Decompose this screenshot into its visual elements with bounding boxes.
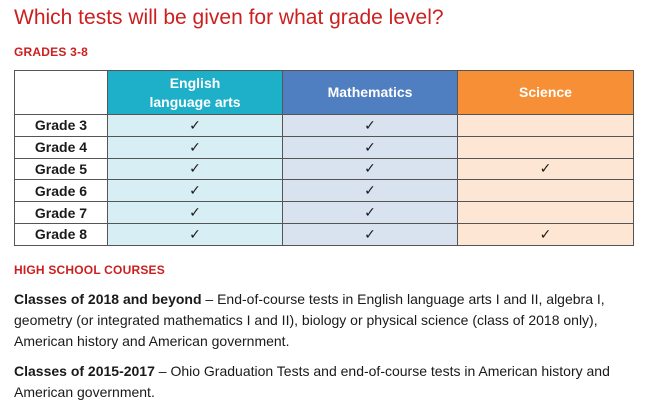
grade-label-cell: Grade 5 (15, 158, 108, 180)
table-row (15, 115, 634, 137)
column-header-label: English language arts (149, 74, 241, 110)
ela-cell: ✓ (108, 202, 283, 224)
column-header-english-language-arts (108, 71, 283, 115)
column-header-label: Science (519, 84, 572, 100)
math-cell: ✓ (283, 158, 458, 180)
paragraph-text: – Ohio Graduation Tests and end-of-course tests in American history and American government. (14, 363, 610, 400)
ela-cell: ✓ (108, 136, 283, 158)
math-cell: ✓ (283, 136, 458, 158)
ela-cell: ✓ (108, 115, 283, 137)
math-cell: ✓ (283, 223, 458, 245)
tests-by-grade-table (14, 70, 634, 246)
math-cell: ✓ (283, 180, 458, 202)
classes-2018-paragraph (14, 289, 644, 352)
table-row (15, 223, 634, 245)
page-heading: Which tests will be given for what grade level? (14, 6, 444, 29)
table-row (15, 158, 634, 180)
paragraph-lead: Classes of 2015-2017 (14, 363, 155, 379)
math-cell: ✓ (283, 115, 458, 137)
grade-label-cell: Grade 6 (15, 180, 108, 202)
column-header-label: Mathematics (327, 84, 413, 100)
table-row (15, 136, 634, 158)
science-cell (458, 136, 634, 158)
grade-label-cell: Grade 8 (15, 223, 108, 245)
science-cell (458, 180, 634, 202)
grade-label-cell: Grade 4 (15, 136, 108, 158)
science-cell (458, 115, 634, 137)
high-school-section-label: HIGH SCHOOL COURSES (14, 263, 165, 277)
column-header-science (458, 71, 634, 115)
grade-label-cell: Grade 7 (15, 202, 108, 224)
ela-cell: ✓ (108, 223, 283, 245)
ela-cell: ✓ (108, 158, 283, 180)
table-header-row (15, 71, 634, 115)
science-cell (458, 202, 634, 224)
ela-cell: ✓ (108, 180, 283, 202)
classes-2015-2017-paragraph (14, 361, 644, 403)
grade-label-cell: Grade 3 (15, 115, 108, 137)
paragraph-lead: Classes of 2018 and beyond (14, 291, 202, 307)
table-row (15, 180, 634, 202)
table-corner-cell (15, 71, 108, 115)
column-header-mathematics (283, 71, 458, 115)
science-cell: ✓ (458, 158, 634, 180)
table-row (15, 202, 634, 224)
science-cell: ✓ (458, 223, 634, 245)
math-cell: ✓ (283, 202, 458, 224)
grades-section-label: GRADES 3-8 (14, 45, 89, 59)
paragraph-text: – End-of-course tests in English language arts I and II, algebra I, geometry (or integrated mathematics I and II), biology or physical science (class of 2018 only), American history and American government. (14, 291, 605, 349)
